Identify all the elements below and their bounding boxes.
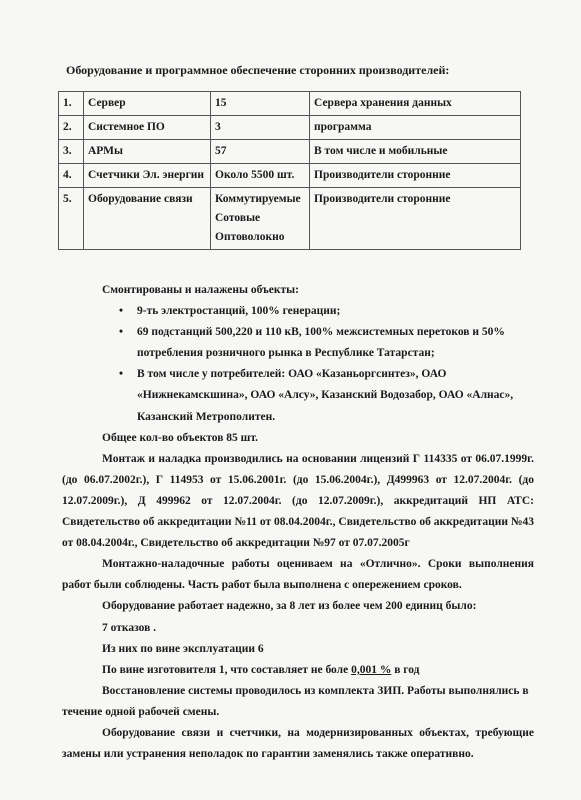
row-number: 5. xyxy=(59,188,84,250)
item-quantity: 3 xyxy=(211,116,310,140)
table-row xyxy=(59,164,521,188)
warranty-paragraph: Оборудование связи и счетчики, на модернизированных объектах, требующие замены или устранения неполадок по гарантии заменялись также оперативно. xyxy=(62,726,534,761)
item-note: программа xyxy=(310,116,521,140)
mounted-objects-title: Смонтированы и налажены объекты: xyxy=(102,284,299,296)
failures-count: 7 отказов . xyxy=(102,621,157,634)
restoration-paragraph: Восстановление системы проводилось из комплекта ЗИП. Работы выполнялись в течение одной рабочей смены. xyxy=(62,684,529,718)
list-item-text: 69 подстанций 500,220 и 110 кВ, 100% межсистемных перетоков и 50% потребления розничного рынка в Республике Татарстан; xyxy=(137,326,505,360)
reliability-paragraph: Оборудование работает надежно, за 8 лет из более чем 200 единиц было: xyxy=(102,600,477,613)
list-item xyxy=(119,322,534,364)
item-note: Производители сторонние xyxy=(310,188,521,250)
manufacturer-fault xyxy=(62,660,534,681)
bullet-icon: • xyxy=(119,326,124,339)
objects-total: Общее кол-во объектов 85 шт. xyxy=(102,431,259,444)
item-note: Производители сторонние xyxy=(310,164,521,188)
bullet-icon: • xyxy=(119,368,124,381)
row-number: 3. xyxy=(59,140,84,164)
table-row xyxy=(59,140,521,164)
list-item xyxy=(119,364,534,427)
list-item-text: 9-ть электростанций, 100% генерации; xyxy=(137,305,341,318)
item-quantity: Около 5500 шт. xyxy=(211,164,310,188)
item-quantity: Коммутируемые Сотовые Оптоволокно xyxy=(211,188,310,250)
item-name: Системное ПО xyxy=(84,116,211,140)
item-name: Оборудование связи xyxy=(84,188,211,250)
document-body xyxy=(62,280,534,765)
rating-paragraph: Монтажно-наладочные работы оцениваем на «Отлично». Сроки выполнения работ были соблюдены. Часть работ была выполнена с опережением сроков. xyxy=(62,558,534,592)
table-row xyxy=(59,92,521,116)
equipment-table xyxy=(58,91,521,250)
objects-list xyxy=(62,301,534,428)
item-quantity: 15 xyxy=(211,92,310,116)
row-number: 2. xyxy=(59,116,84,140)
manufacturer-fault-prefix: По вине изготовителя 1, что составляет не боле xyxy=(102,663,352,676)
row-number: 4. xyxy=(59,164,84,188)
item-quantity: 57 xyxy=(211,140,310,164)
row-number: 1. xyxy=(59,92,84,116)
item-name: АРМы xyxy=(84,140,211,164)
item-note: Сервера хранения данных xyxy=(310,92,521,116)
list-item xyxy=(119,301,534,322)
manufacturer-fault-value: 0,001 % xyxy=(351,663,392,676)
table-row xyxy=(59,188,521,250)
list-item-text: В том числе у потребителей: ОАО «Казаньоргсинтез», ОАО «Нижнекамскшина», ОАО «Алсу», Казанский Водозабор, ОАО «Алнас», Казанский Метрополитен. xyxy=(137,368,514,423)
item-name: Сервер xyxy=(84,92,211,116)
item-name: Счетчики Эл. энергии xyxy=(84,164,211,188)
manufacturer-fault-suffix: в год xyxy=(391,663,420,676)
item-note: В том числе и мобильные xyxy=(310,140,521,164)
table-row xyxy=(59,116,521,140)
bullet-icon: • xyxy=(119,305,124,318)
section-heading: Оборудование и программное обеспечение сторонних производителей: xyxy=(66,63,450,77)
licenses-paragraph: Монтаж и наладка производились на основании лицензий Г 114335 от 06.07.1999г. (до 06.07.2002г.), Г 114953 от 15.06.2001г. (до 15.06.2004г.), Д499963 от 12.07.2004г. (до 12.07.2009г.), Д 499962 от 12.07.2004г. (до 12.07.2009г.), аккредитаций НП АТС: Свидетельство об аккредитации №11 от 08.04.2004г., Свидетельство об аккредитации №43 от 08.04.2004г., Свидетельство об аккредитации №97 от 07.07.2005г xyxy=(62,452,534,550)
operation-fault: Из них по вине эксплуатации 6 xyxy=(102,642,264,655)
